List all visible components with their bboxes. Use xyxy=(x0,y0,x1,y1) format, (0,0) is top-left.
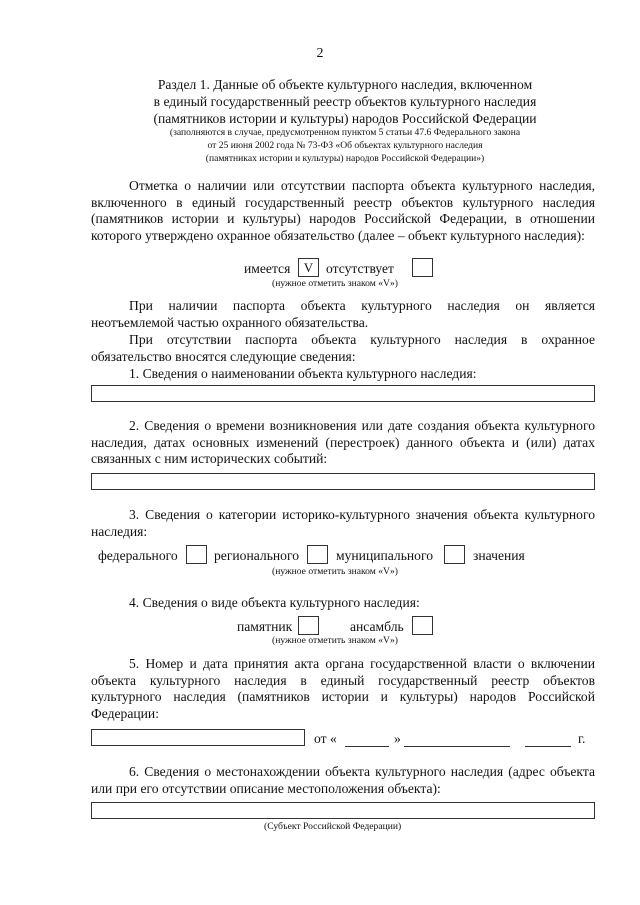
passport-hint: (нужное отметить знаком «V») xyxy=(272,278,398,289)
s4-hint: (нужное отметить знаком «V») xyxy=(272,635,398,646)
s5-month-line[interactable] xyxy=(404,746,510,747)
passport-present-paragraph: При наличии паспорта объекта культурного наследия он является неотъемлемой частью охранного обязательства. xyxy=(91,298,595,330)
passport-has-label: имеется xyxy=(244,261,291,276)
section-note-line-3: (памятниках истории и культуры) народов Российской Федерации») xyxy=(205,153,485,164)
passport-paragraph: Отметка о наличии или отсутствии паспорта объекта культурного наследия, включенного в единый государственный реестр объектов культурного наследия (памятников истории и культуры) народов Российской Федерации, в отношении которого утверждено охранное обязательство (далее – объект культурного наследия): xyxy=(91,178,595,243)
s3-municipal-label: муниципального xyxy=(336,548,434,563)
s5-paragraph: 5. Номер и дата принятия акта органа государственной власти о включении объекта культурного наследия в единый государственный реестр объектов культурного наследия (памятников истории и культуры) народов Российской Федерации: xyxy=(91,656,595,721)
s3-regional-label: регионального xyxy=(214,548,299,563)
s5-quote-close: » xyxy=(394,731,401,746)
s5-year-line[interactable] xyxy=(525,746,571,747)
s2-dates-field[interactable] xyxy=(91,473,595,490)
section-title-line-1: Раздел 1. Данные об объекте культурного наследия, включенном xyxy=(157,77,533,92)
s4-ensemble-label: ансамбль xyxy=(350,619,404,634)
s5-day-line[interactable] xyxy=(345,746,389,747)
passport-absent-label: отсутствует xyxy=(326,261,395,276)
s3-federal-label: федерального xyxy=(98,548,178,563)
s5-from-label: от « xyxy=(314,731,337,746)
section-title-line-3: (памятников истории и культуры) народов Российской Федерации xyxy=(153,111,537,126)
s1-name-field[interactable] xyxy=(91,385,595,402)
s4-monument-label: памятник xyxy=(237,619,293,634)
s3-municipal-checkbox[interactable] xyxy=(444,545,465,564)
s4-monument-checkbox[interactable] xyxy=(298,616,319,635)
s3-suffix: значения xyxy=(473,548,525,563)
s6-subject-field[interactable] xyxy=(91,802,595,819)
s2-paragraph: 2. Сведения о времени возникновения или дате создания объекта культурного наследия, датах основных изменений (перестроек) данного объекта и (или) датах связанных с ним исторических событий: xyxy=(91,418,595,466)
s3-regional-checkbox[interactable] xyxy=(307,545,328,564)
s4-ensemble-checkbox[interactable] xyxy=(412,616,433,635)
passport-absent-paragraph: При отсутствии паспорта объекта культурного наследия в охранное обязательство вносятся следующие сведения: xyxy=(91,332,595,364)
page-number: 2 xyxy=(316,46,324,61)
passport-absent-checkbox[interactable] xyxy=(412,258,433,277)
s5-year-suffix: г. xyxy=(578,731,586,746)
s3-paragraph: 3. Сведения о категории историко-культурного значения объекта культурного наследия: xyxy=(91,507,595,539)
s4-title: 4. Сведения о виде объекта культурного наследия: xyxy=(129,595,420,610)
s1-title: 1. Сведения о наименовании объекта культурного наследия: xyxy=(129,366,477,381)
s6-subject-caption: (Субъект Российской Федерации) xyxy=(264,821,402,832)
passport-has-checkbox[interactable]: V xyxy=(298,258,319,277)
s5-act-number-field[interactable] xyxy=(91,729,305,746)
section-note-line-2: от 25 июня 2002 года № 73-ФЗ «Об объектах культурного наследия xyxy=(207,140,483,151)
section-title-line-2: в единый государственный реестр объектов культурного наследия xyxy=(153,94,537,109)
section-note-line-1: (заполняются в случае, предусмотренном пунктом 5 статьи 47.6 Федерального закона xyxy=(169,127,521,138)
s3-federal-checkbox[interactable] xyxy=(186,545,207,564)
s3-hint: (нужное отметить знаком «V») xyxy=(272,566,398,577)
s6-paragraph: 6. Сведения о местонахождении объекта культурного наследия (адрес объекта или при его отсутствии описание местоположения объекта): xyxy=(91,764,595,796)
